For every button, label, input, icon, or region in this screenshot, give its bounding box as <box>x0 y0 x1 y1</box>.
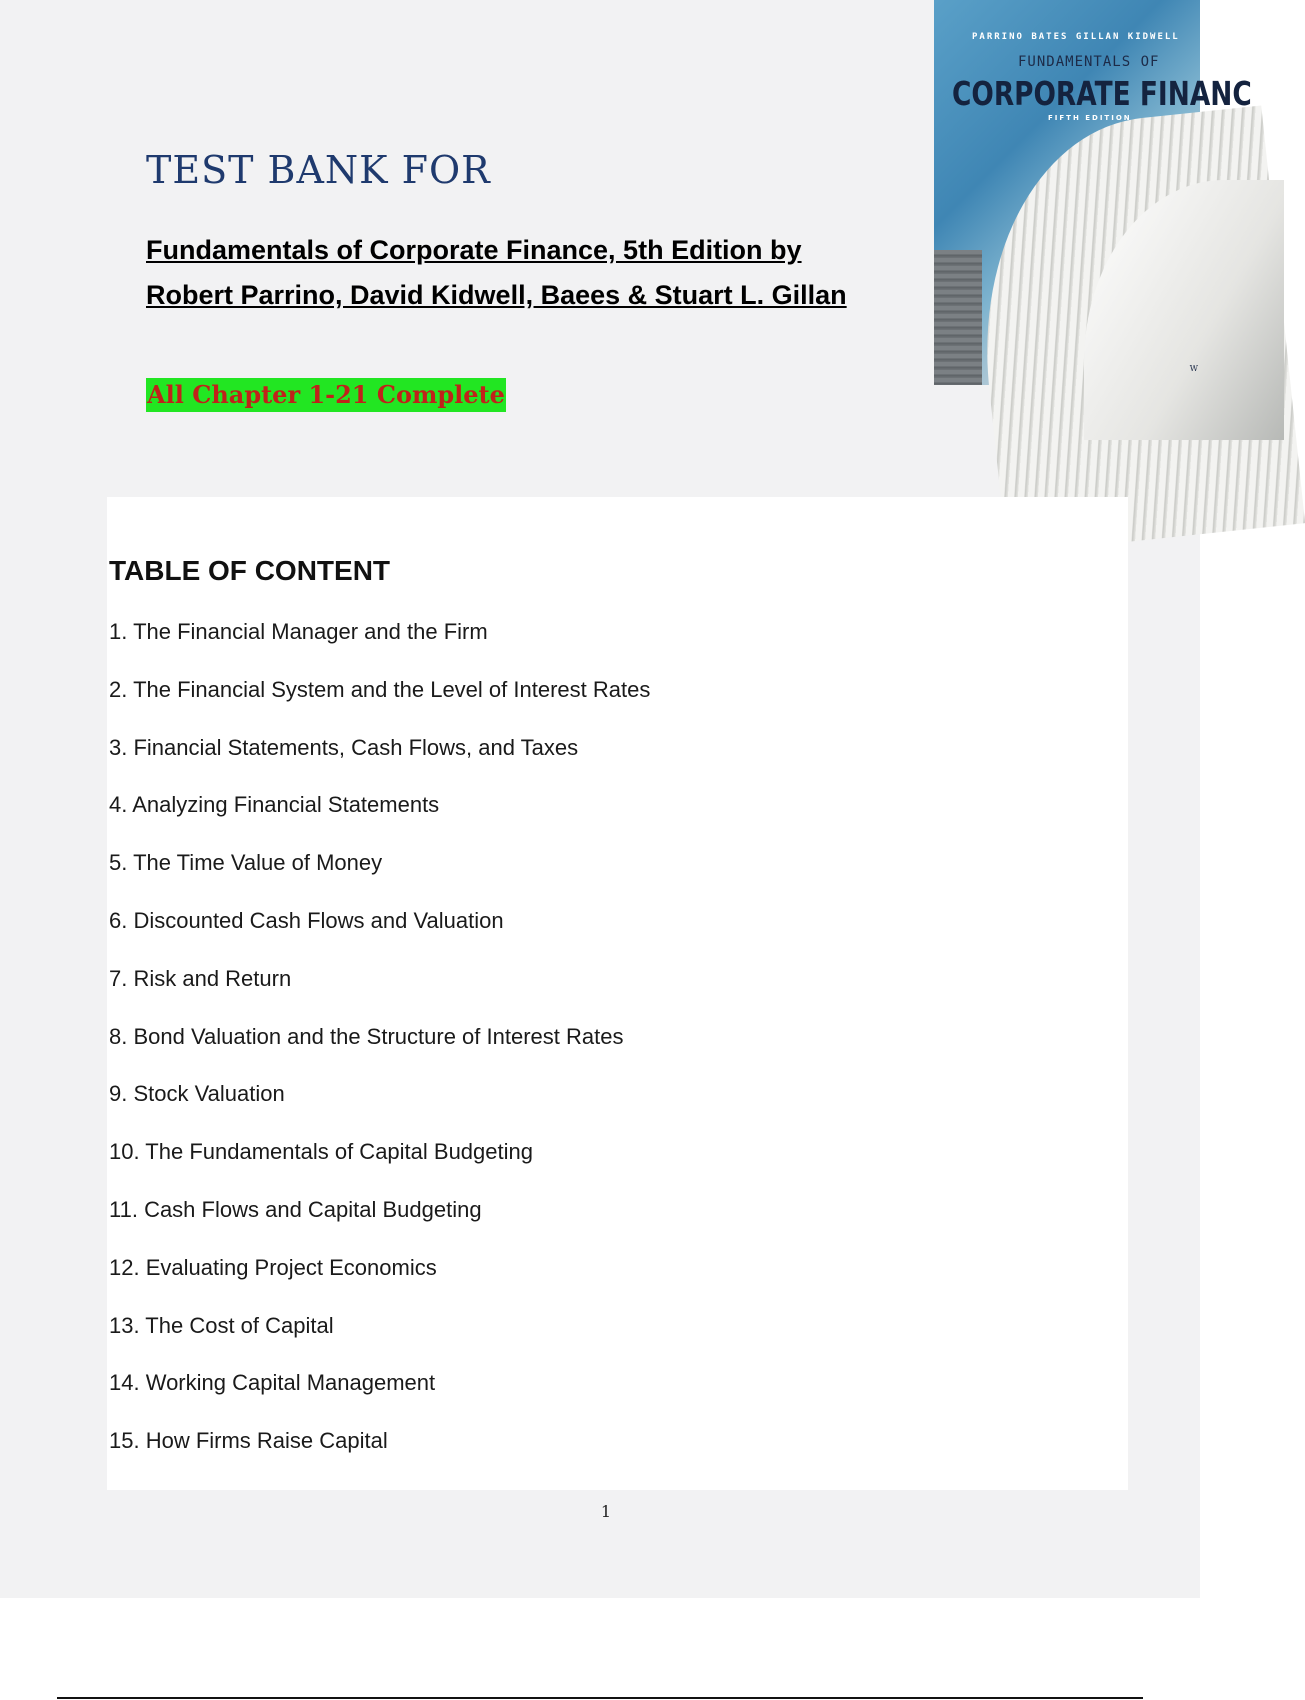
toc-item: 3. Financial Statements, Cash Flows, and Taxes <box>109 734 579 760</box>
toc-item: 15. How Firms Raise Capital <box>109 1428 388 1454</box>
toc-list <box>109 612 650 1479</box>
cover-edition: FIFTH EDITION <box>1048 114 1132 122</box>
cover-title-line-1: FUNDAMENTALS OF <box>1018 54 1160 70</box>
subtitle-line-1: Fundamentals of Corporate Finance, 5th Edition by <box>146 235 802 265</box>
cover-title-line-2: CORPORATE FINANC <box>952 74 1252 113</box>
toc-item: 14. Working Capital Management <box>109 1370 436 1396</box>
footer-rule <box>57 1697 1143 1699</box>
toc-item: 9. Stock Valuation <box>109 1081 285 1107</box>
table-of-contents <box>107 497 1128 1490</box>
toc-item: 10. The Fundamentals of Capital Budgeting <box>109 1139 533 1165</box>
cover-publisher-mark: W <box>1189 364 1198 373</box>
toc-heading: TABLE OF CONTENT <box>109 555 391 586</box>
book-subtitle <box>146 228 906 318</box>
toc-item: 6. Discounted Cash Flows and Valuation <box>109 907 504 933</box>
toc-item: 5. The Time Value of Money <box>109 850 383 876</box>
toc-item: 1. The Financial Manager and the Firm <box>109 619 488 644</box>
book-cover-image <box>934 0 1252 385</box>
toc-item: 13. The Cost of Capital <box>109 1312 334 1338</box>
document-title: TEST BANK FOR <box>146 148 491 192</box>
toc-item: 7. Risk and Return <box>109 965 292 991</box>
cover-tower-shape <box>934 250 982 385</box>
toc-item: 12. Evaluating Project Economics <box>109 1254 437 1280</box>
toc-item: 4. Analyzing Financial Statements <box>109 792 440 818</box>
chapters-highlight: All Chapter 1-21 Complete <box>146 378 506 412</box>
toc-item: 11. Cash Flows and Capital Budgeting <box>109 1196 482 1222</box>
toc-item: 8. Bond Valuation and the Structure of Interest Rates <box>109 1023 624 1049</box>
cover-authors: PARRINO BATES GILLAN KIDWELL <box>972 32 1180 42</box>
page-number: 1 <box>600 1502 612 1521</box>
toc-item: 2. The Financial System and the Level of Interest Rates <box>109 676 651 702</box>
subtitle-line-2: Robert Parrino, David Kidwell, Baees & Stuart L. Gillan <box>146 280 847 310</box>
